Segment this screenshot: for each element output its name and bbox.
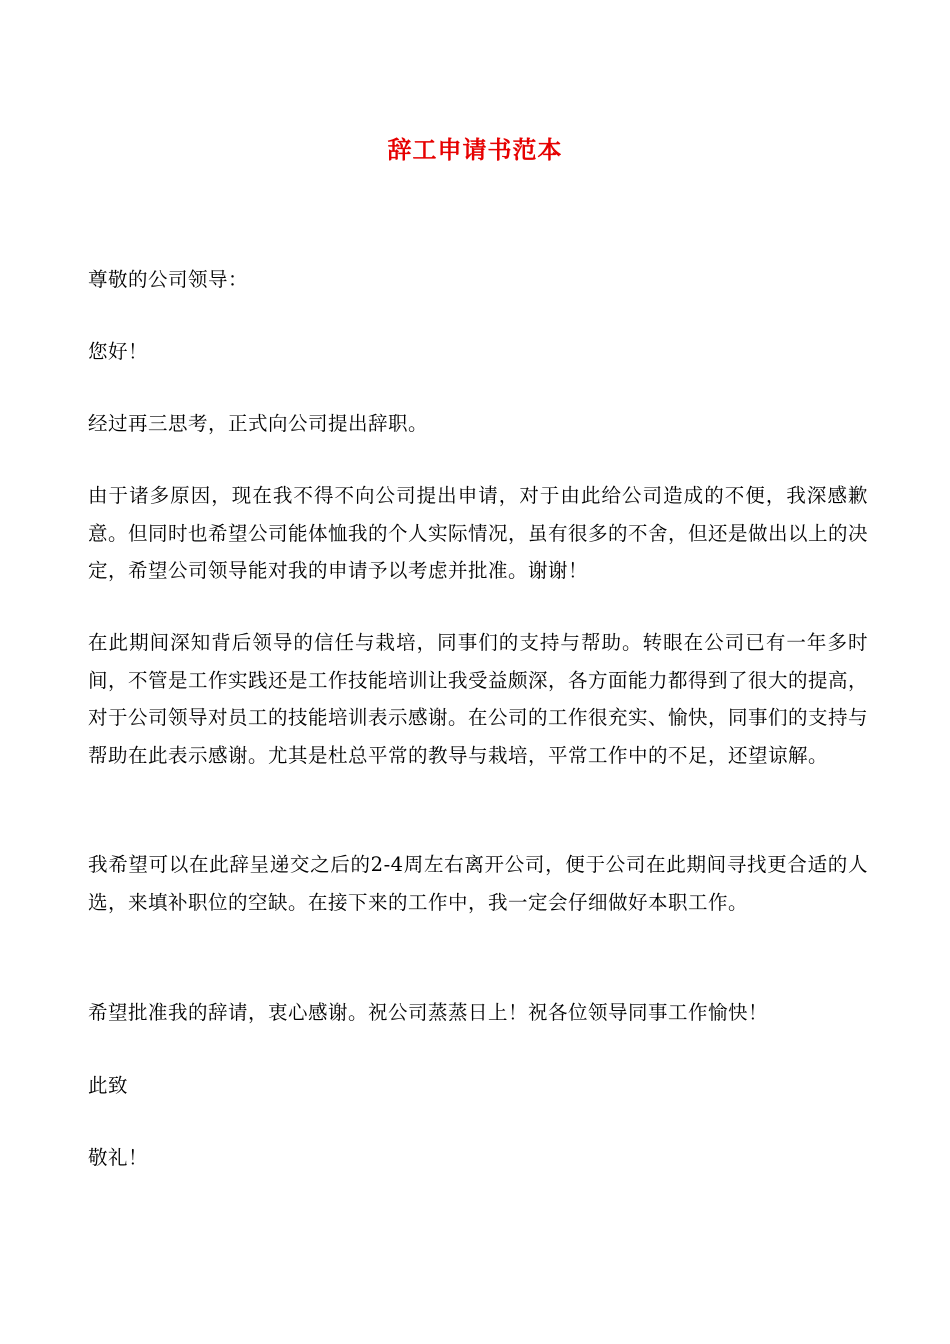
intro-paragraph: 经过再三思考，正式向公司提出辞职。 (88, 412, 429, 435)
reason-paragraph: 由于诸多原因，现在我不得不向公司提出申请，对于由此给公司造成的不便，我深感歉意。但同时也希望公司能体恤我的个人实际情况，虽有很多的不舍，但还是做出以上的决定，希望公司领导能对我的申请予以考虑并批准。谢谢！ (88, 484, 869, 582)
greeting: 您好！ (88, 340, 149, 363)
document-title: 辞工申请书范本 (387, 136, 563, 164)
gratitude-paragraph: 在此期间深知背后领导的信任与栽培，同事们的支持与帮助。转眼在公司已有一年多时间，不管是工作实践还是工作技能培训让我受益颇深，各方面能力都得到了很大的提高，对于公司领导对员工的技能培训表示感谢。在公司的工作很充实、愉快，同事们的支持与帮助在此表示感谢。尤其是杜总平常的教导与栽培，平常工作中的不足，还望谅解。 (88, 631, 869, 767)
closing-phrase: 此致 (88, 1074, 129, 1097)
closing-paragraph: 希望批准我的辞请，衷心感谢。祝公司蒸蒸日上！祝各位领导同事工作愉快！ (88, 1001, 769, 1024)
closing-salute: 敬礼！ (88, 1146, 149, 1169)
transition-paragraph: 我希望可以在此辞呈递交之后的2-4周左右离开公司，便于公司在此期间寻找更合适的人选，来填补职位的空缺。在接下来的工作中，我一定会仔细做好本职工作。 (88, 853, 868, 914)
salutation: 尊敬的公司领导： (88, 268, 249, 291)
